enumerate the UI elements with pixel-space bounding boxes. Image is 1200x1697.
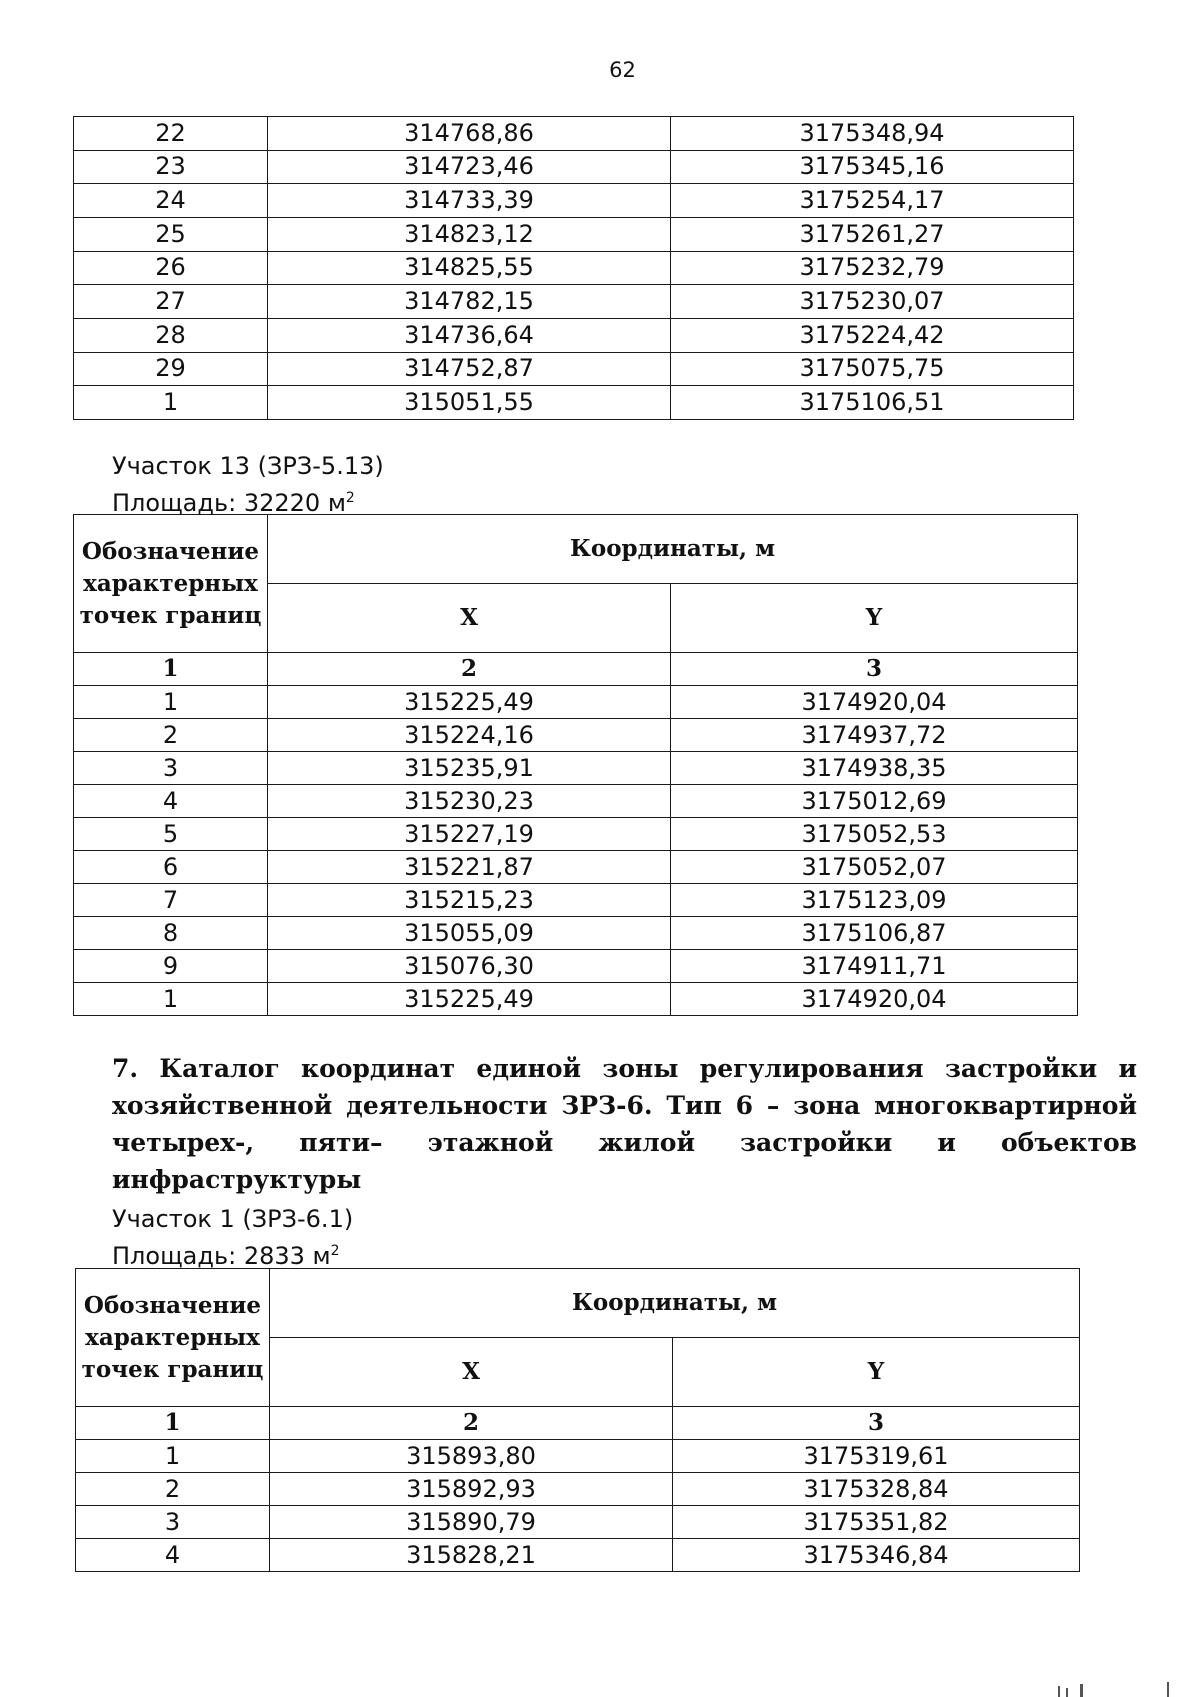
table-row	[74, 752, 1078, 785]
y-coordinate-cell: 3174920,04	[671, 686, 1078, 719]
point-number-cell: 28	[74, 318, 268, 352]
y-coordinate-cell: 3175319,61	[673, 1440, 1080, 1473]
point-number-cell: 8	[74, 917, 268, 950]
point-number-cell: 24	[74, 184, 268, 218]
y-coordinate-cell: 3174938,35	[671, 752, 1078, 785]
table-body	[76, 1407, 1080, 1572]
x-coordinate-cell: 314768,86	[268, 117, 671, 151]
y-coordinate-cell: 3175123,09	[671, 884, 1078, 917]
point-number-cell: 2	[76, 1473, 270, 1506]
x-coordinate-cell: 315224,16	[268, 719, 671, 752]
table-row	[74, 785, 1078, 818]
point-number-cell: 29	[74, 352, 268, 386]
y-coordinate-cell: 3175348,94	[671, 117, 1074, 151]
table-row	[74, 983, 1078, 1016]
x-coordinate-cell: 314733,39	[268, 184, 671, 218]
x-coordinate-cell: 315892,93	[270, 1473, 673, 1506]
point-number-cell: 3	[76, 1506, 270, 1539]
point-number-cell: 9	[74, 950, 268, 983]
y-coordinate-cell: 3175106,51	[671, 386, 1074, 420]
table-row	[76, 1473, 1080, 1506]
point-number-cell: 26	[74, 251, 268, 285]
column-number-row	[76, 1407, 1080, 1440]
section-13-area-sup: 2	[345, 490, 355, 506]
point-number-cell: 4	[76, 1539, 270, 1572]
y-coordinate-cell: 3175106,87	[671, 917, 1078, 950]
section-13-title: Участок 13 (ЗРЗ-5.13)	[112, 452, 384, 480]
x-coordinate-cell: 314723,46	[268, 150, 671, 184]
y-coordinate-cell: 3175012,69	[671, 785, 1078, 818]
point-number-cell: 7	[74, 884, 268, 917]
x-coordinate-cell: 315227,19	[268, 818, 671, 851]
x-coordinate-cell: 315225,49	[268, 686, 671, 719]
table-body	[74, 653, 1078, 1016]
table-row	[74, 318, 1074, 352]
table-row	[74, 950, 1078, 983]
y-coordinate-cell: 3174920,04	[671, 983, 1078, 1016]
table-row	[74, 217, 1074, 251]
point-number-cell: 25	[74, 217, 268, 251]
x-coordinate-cell: 315828,21	[270, 1539, 673, 1572]
point-number-cell: 3	[74, 752, 268, 785]
y-coordinate-cell: 3175075,75	[671, 352, 1074, 386]
header-coordinates: Координаты, м	[268, 515, 1078, 584]
point-number-cell: 4	[74, 785, 268, 818]
table-row	[74, 386, 1074, 420]
coordinates-table-section-6-1	[75, 1268, 1080, 1572]
table-row	[74, 251, 1074, 285]
y-coordinate-cell: 3175232,79	[671, 251, 1074, 285]
y-coordinate-cell: 3175254,17	[671, 184, 1074, 218]
y-coordinate-cell: 3175230,07	[671, 285, 1074, 319]
section-13-area-text: Площадь: 32220 м	[112, 489, 346, 517]
table-row	[76, 1440, 1080, 1473]
y-coordinate-cell: 3175346,84	[673, 1539, 1080, 1572]
point-number-cell: 1	[76, 1440, 270, 1473]
y-coordinate-cell: 3175224,42	[671, 318, 1074, 352]
scan-mark	[1066, 1688, 1068, 1697]
x-coordinate-cell: 315235,91	[268, 752, 671, 785]
section-6-1-area	[112, 1235, 353, 1272]
table-row	[74, 686, 1078, 719]
x-coordinate-cell: 315221,87	[268, 851, 671, 884]
column-number: 1	[74, 653, 268, 686]
header-coordinates: Координаты, м	[270, 1269, 1080, 1338]
x-coordinate-cell: 315076,30	[268, 950, 671, 983]
header-y: Y	[673, 1338, 1080, 1407]
x-coordinate-cell: 315215,23	[268, 884, 671, 917]
y-coordinate-cell: 3175261,27	[671, 217, 1074, 251]
table-row	[74, 884, 1078, 917]
table-row	[76, 1539, 1080, 1572]
column-number: 3	[671, 653, 1078, 686]
y-coordinate-cell: 3174911,71	[671, 950, 1078, 983]
header-point: Обозначение характерных точек границ	[76, 1269, 270, 1407]
table-row	[74, 719, 1078, 752]
header-x: X	[268, 584, 671, 653]
point-number-cell: 1	[74, 983, 268, 1016]
point-number-cell: 1	[74, 686, 268, 719]
x-coordinate-cell: 314782,15	[268, 285, 671, 319]
table-row	[74, 818, 1078, 851]
y-coordinate-cell: 3175052,53	[671, 818, 1078, 851]
point-number-cell: 2	[74, 719, 268, 752]
header-x: X	[270, 1338, 673, 1407]
x-coordinate-cell: 315225,49	[268, 983, 671, 1016]
y-coordinate-cell: 3175052,07	[671, 851, 1078, 884]
x-coordinate-cell: 314825,55	[268, 251, 671, 285]
table-row	[76, 1506, 1080, 1539]
y-coordinate-cell: 3175351,82	[673, 1506, 1080, 1539]
column-number: 1	[76, 1407, 270, 1440]
coordinates-table-continuation	[73, 116, 1074, 420]
scan-mark	[1167, 1682, 1169, 1697]
x-coordinate-cell: 315055,09	[268, 917, 671, 950]
section-6-1-area-text: Площадь: 2833 м	[112, 1242, 331, 1270]
point-number-cell: 27	[74, 285, 268, 319]
table-row	[74, 352, 1074, 386]
table-row	[74, 917, 1078, 950]
table-row	[74, 285, 1074, 319]
table-body	[74, 117, 1074, 420]
x-coordinate-cell: 314752,87	[268, 352, 671, 386]
column-number: 3	[673, 1407, 1080, 1440]
y-coordinate-cell: 3174937,72	[671, 719, 1078, 752]
x-coordinate-cell: 314736,64	[268, 318, 671, 352]
y-coordinate-cell: 3175345,16	[671, 150, 1074, 184]
table-row	[74, 851, 1078, 884]
x-coordinate-cell: 315230,23	[268, 785, 671, 818]
column-number: 2	[270, 1407, 673, 1440]
header-point: Обозначение характерных точек границ	[74, 515, 268, 653]
page-number: 62	[609, 58, 636, 82]
section-7-heading: 7. Каталог координат единой зоны регулирования застройки и хозяйственной деятельности ЗРЗ-6. Тип 6 – зона многоквартирной четырех-, пяти– этажной жилой застройки и объектов инфраструктуры	[112, 1054, 1137, 1194]
column-number: 2	[268, 653, 671, 686]
column-number-row	[74, 653, 1078, 686]
header-y: Y	[671, 584, 1078, 653]
y-coordinate-cell: 3175328,84	[673, 1473, 1080, 1506]
x-coordinate-cell: 315893,80	[270, 1440, 673, 1473]
table-row	[74, 150, 1074, 184]
x-coordinate-cell: 315051,55	[268, 386, 671, 420]
point-number-cell: 1	[74, 386, 268, 420]
section-6-1-title: Участок 1 (ЗРЗ-6.1)	[112, 1205, 354, 1233]
table-row	[74, 184, 1074, 218]
section-6-1-label	[112, 1203, 353, 1272]
x-coordinate-cell: 314823,12	[268, 217, 671, 251]
point-number-cell: 6	[74, 851, 268, 884]
table-row	[74, 117, 1074, 151]
x-coordinate-cell: 315890,79	[270, 1506, 673, 1539]
point-number-cell: 5	[74, 818, 268, 851]
section-6-1-area-sup: 2	[330, 1243, 340, 1259]
section-13-label	[112, 450, 384, 519]
point-number-cell: 23	[74, 150, 268, 184]
point-number-cell: 22	[74, 117, 268, 151]
scan-mark	[1080, 1684, 1083, 1697]
coordinates-table-section-13	[73, 514, 1078, 1016]
scan-mark	[1058, 1686, 1060, 1697]
